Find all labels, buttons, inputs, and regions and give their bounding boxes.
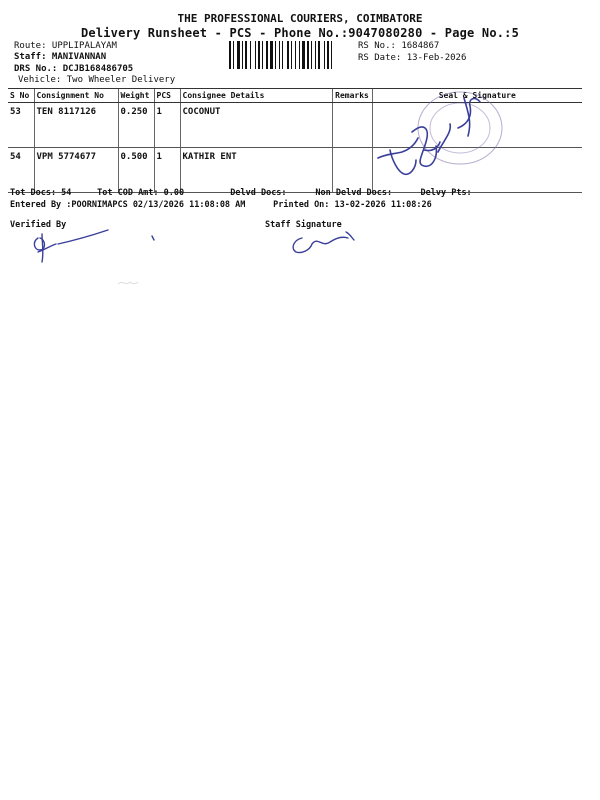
runsheet-subtitle: Delivery Runsheet - PCS - Phone No.:9047080280 - Page No.:5 <box>80 26 520 40</box>
barcode-bar <box>287 41 289 69</box>
barcode-bar <box>258 41 260 69</box>
barcode-bar <box>315 41 316 69</box>
staff-signature-label: Staff Signature <box>265 220 342 230</box>
barcode-bar <box>291 41 292 69</box>
barcode-bar <box>250 41 251 69</box>
non-delivered-docs: Non Delvd Docs: <box>315 188 393 198</box>
col-pcs: PCS <box>154 89 180 103</box>
verified-signature <box>28 228 163 264</box>
row-consignee: COCONUT <box>180 103 332 148</box>
vehicle-label: Vehicle: Two Wheeler Delivery <box>18 75 176 85</box>
col-sno: S No <box>8 89 34 103</box>
delivery-points: Delvy Pts: <box>420 188 472 198</box>
col-weight: Weight <box>118 89 154 103</box>
barcode-bar <box>275 41 276 69</box>
barcode-bar <box>262 41 263 69</box>
row-weight: 0.250 <box>118 103 154 148</box>
barcode-bar <box>282 41 283 69</box>
totals-line <box>10 188 472 198</box>
barcode-bar <box>279 41 280 69</box>
col-consignee: Consignee Details <box>180 89 332 103</box>
row-remarks <box>332 103 372 148</box>
barcode-bar <box>327 41 329 69</box>
row-pcs: 1 <box>154 148 180 193</box>
barcode-bar <box>233 41 234 69</box>
barcode-bar <box>245 41 247 69</box>
barcode-bar <box>302 41 305 69</box>
row-pcs: 1 <box>154 103 180 148</box>
printed-on: Printed On: 13-02-2026 11:08:26 <box>273 200 432 210</box>
drs-number: DRS No.: DCJB168486705 <box>14 64 134 74</box>
barcode-bar <box>295 41 296 69</box>
barcode-bar <box>299 41 300 69</box>
total-cod: Tot COD Amt: 0.00 <box>97 188 185 198</box>
verified-by-label: Verified By <box>10 220 67 230</box>
col-remarks: Remarks <box>332 89 372 103</box>
faint-mark <box>116 278 140 288</box>
total-docs: Tot Docs: 54 <box>10 188 72 198</box>
route-label: Route: UPPLIPALAYAM <box>14 41 117 51</box>
row-consignment: VPM 5774677 <box>34 148 118 193</box>
barcode-bar <box>311 41 312 69</box>
barcode <box>229 41 355 69</box>
staff-label: Staff: MANIVANNAN <box>14 52 107 62</box>
barcode-bar <box>318 41 320 69</box>
row-weight: 0.500 <box>118 148 154 193</box>
barcode-bar <box>307 41 309 69</box>
staff-handwritten-signature <box>286 226 358 256</box>
barcode-bar <box>270 41 273 69</box>
col-seal: Seal & Signature <box>372 89 582 103</box>
row-consignee: KATHIR ENT <box>180 148 332 193</box>
row-remarks <box>332 148 372 193</box>
rs-number: RS No.: 1684867 <box>358 41 440 51</box>
rs-date: RS Date: 13-Feb-2026 <box>358 53 467 63</box>
barcode-bar <box>331 41 332 69</box>
barcode-bar <box>242 41 243 69</box>
stamp-signature <box>372 88 507 180</box>
row-consignment: TEN 8117126 <box>34 103 118 148</box>
row-sno: 54 <box>8 148 34 193</box>
delivered-docs: Delvd Docs: <box>230 188 287 198</box>
barcode-bar <box>255 41 256 69</box>
barcode-bar <box>324 41 325 69</box>
row-sno: 53 <box>8 103 34 148</box>
barcode-bar <box>237 41 240 69</box>
col-consignment: Consignment No <box>34 89 118 103</box>
entered-line <box>10 200 432 210</box>
entered-by: Entered By :POORNIMAPCS 02/13/2026 11:08:08 AM <box>10 200 246 210</box>
barcode-bar <box>229 41 231 69</box>
barcode-bar <box>266 41 268 69</box>
company-title: THE PROFESSIONAL COURIERS, COIMBATORE <box>177 12 423 25</box>
